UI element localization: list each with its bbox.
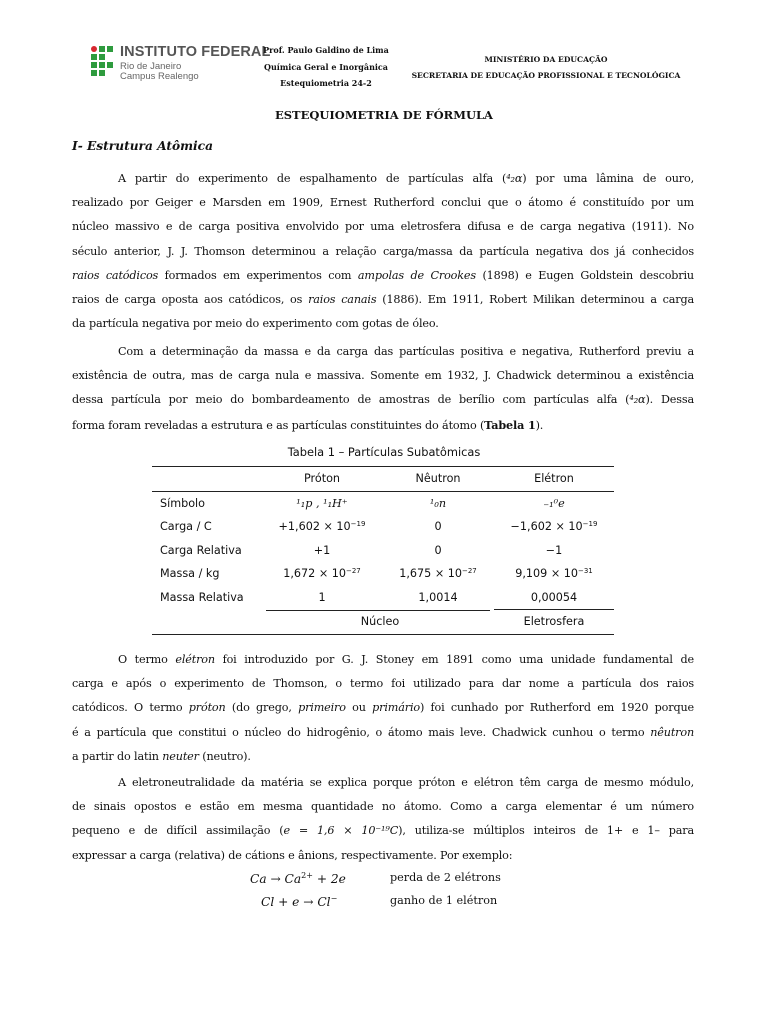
text-run: O termo (118, 653, 176, 666)
table-row (152, 539, 614, 563)
table-row (152, 562, 614, 586)
table-row (152, 515, 614, 539)
row-label: Massa Relativa (160, 591, 244, 604)
italic-term: nêutron (650, 725, 694, 739)
text-line: da partícula negativa por meio do experimento com gotas de óleo. (72, 317, 439, 331)
paragraph-terms (72, 648, 694, 769)
table-header-cell: Próton (262, 467, 382, 492)
table-footer-row (152, 610, 614, 635)
italic-term: elétron (175, 653, 215, 666)
italic-term: raios catódicos (72, 268, 159, 282)
cell-exponent: −27 (461, 567, 477, 576)
paragraph-chadwick (72, 340, 694, 438)
table-reference: Tabela 1 (484, 417, 536, 432)
table-cell: −1 (545, 543, 563, 557)
table-cell (494, 515, 614, 539)
row-label: Massa / kg (160, 567, 220, 581)
italic-term: primário (372, 701, 420, 715)
equation-note: ganho de 1 elétron (390, 894, 498, 907)
text-run: forma foram reveladas a estrutura e as partículas constituintes do átomo ( (72, 418, 485, 432)
text-line: século anterior, J. J. Thomson determinou a relação carga/massa da partícula negativa dos já conhecidos (72, 244, 694, 258)
cell-exponent: −31 (577, 567, 593, 576)
secretariat-name: SECRETARIA DE EDUCAÇÃO PROFISSIONAL E TECNOLÓGICA (411, 71, 681, 80)
ion-charge: 2+ (301, 871, 313, 880)
paragraph-rutherford (72, 167, 694, 336)
text-line: realizado por Geiger e Marsden em 1909, Ernest Rutherford conclui que o átomo é constituído por um (72, 196, 694, 210)
text-line: carga e após o experimento de Thomson, o termo foi utilizado para dar nome a partícula dos raios (72, 677, 694, 691)
text-run: (1898) e Eugen Goldstein descobriu (475, 268, 694, 282)
elementary-charge-formula: e = 1,6 × 10⁻¹⁹C (283, 824, 399, 838)
equation-calcium (250, 871, 346, 886)
logo-mark-icon (91, 46, 115, 78)
text-run: A partir do experimento de espalhamento de partículas alfa ( (118, 172, 507, 185)
logo-name: INSTITUTO FEDERAL (120, 44, 271, 60)
page-title: ESTEQUIOMETRIA DE FÓRMULA (274, 108, 493, 122)
cell-value: −1,602 × 10 (510, 520, 583, 534)
table-cell: +1 (313, 543, 331, 557)
table-cell: 0 (434, 543, 442, 557)
table-caption: Tabela 1 – Partículas Subatômicas (287, 445, 481, 459)
text-run: formados em experimentos com (158, 268, 358, 282)
course-name: Química Geral e Inorgânica (264, 61, 388, 72)
italic-term: ampolas de Crookes (357, 268, 476, 282)
text-run: ), utiliza-se múltiplos inteiros de 1+ e 1– para (398, 824, 694, 838)
table-header-cell (152, 467, 262, 492)
cell-value: 9,109 × 10 (515, 567, 578, 581)
cell-exponent: −19 (350, 520, 366, 529)
table-cell (262, 562, 382, 586)
table-row (152, 586, 614, 610)
table-header-cell: Elétron (494, 467, 614, 492)
table-cell (494, 562, 614, 586)
table-cell: ¹₁p , ¹₁H⁺ (296, 496, 348, 510)
text-run: A eletroneutralidade da matéria se explica porque próton e elétron têm carga de mesmo módulo, (118, 776, 694, 789)
logo-subtitle-campus: Campus Realengo (120, 71, 199, 82)
italic-term: próton (188, 701, 226, 715)
table-cell: ¹₀n (429, 496, 447, 510)
cell-value: 1,675 × 10 (399, 567, 462, 581)
row-label: Carga Relativa (160, 543, 242, 557)
cell-value: 1,672 × 10 (283, 567, 346, 581)
ion-charge: − (330, 894, 338, 903)
row-label: Símbolo (160, 496, 206, 510)
text-line: de sinais opostos e estão em mesma quantidade no átomo. Como a carga elementar é um número (72, 800, 694, 814)
table-cell: ₋₁⁰e (543, 496, 565, 510)
italic-term: primeiro (298, 701, 346, 715)
section-heading: I- Estrutura Atômica (72, 139, 213, 153)
cell-exponent: −27 (345, 567, 361, 576)
paragraph-electroneutrality (72, 771, 694, 868)
electrosphere-label: Eletrosfera (494, 610, 614, 635)
table-header-row (152, 467, 614, 492)
text-run: Com a determinação da massa e da carga das partículas positiva e negativa, Rutherford previu a (118, 345, 694, 358)
table-cell (382, 562, 494, 586)
italic-term: neuter (162, 749, 199, 763)
text-run: foi introduzido por G. J. Stoney em 1891 como uma unidade fundamental de (214, 653, 694, 666)
equation-lhs: Ca → Ca (250, 872, 302, 887)
alpha-symbol: ⁴₂α (629, 393, 646, 407)
text-run: ) por uma lâmina de ouro, (522, 172, 694, 185)
text-run: ) foi cunhado por Rutherford em 1920 porque (419, 701, 694, 715)
equation-lhs: Cl + e → Cl (261, 895, 331, 910)
professor-name: Prof. Paulo Galdino de Lima (263, 45, 389, 55)
text-run: (do grego, (225, 701, 299, 715)
table-row (152, 491, 614, 515)
text-run: raios de carga oposta aos catódicos, os (72, 293, 309, 307)
table-cell: 0,00054 (530, 590, 578, 604)
text-line: existência de outra, mas de carga nula e massiva. Somente em 1932, J. Chadwick determinou a existência (72, 369, 694, 383)
table-cell (262, 515, 382, 539)
text-run: ). (535, 418, 544, 432)
text-run: ). Dessa (645, 393, 694, 407)
text-line: núcleo massivo e de carga positiva envolvido por uma eletrosfera difusa e de carga negativa (1911). No (72, 220, 694, 234)
institution-logo (91, 44, 271, 90)
logo-subtitle-city: Rio de Janeiro (120, 61, 182, 72)
text-run: catódicos. O termo (72, 701, 189, 715)
table-header-cell: Nêutron (382, 467, 494, 492)
equation-note: perda de 2 elétrons (390, 871, 501, 884)
course-unit: Estequiometria 24-2 (280, 78, 372, 88)
text-run: (neutro). (198, 749, 251, 763)
row-label: Carga / C (160, 520, 212, 534)
table-cell: 1 (318, 591, 326, 604)
cell-value: +1,602 × 10 (278, 520, 351, 534)
header-ministry (396, 52, 696, 84)
text-run: pequeno e de difícil assimilação ( (72, 824, 284, 838)
equation-rhs: + 2e (312, 872, 346, 887)
header-course-info (244, 42, 408, 92)
alpha-symbol: ⁴₂α (506, 172, 523, 185)
text-run: é a partícula que constitui o núcleo do hidrogênio, o átomo mais leve. Chadwick cunhou o termo (72, 725, 651, 739)
text-run: a partir do latin (72, 749, 163, 763)
table-cell: 0 (434, 520, 442, 534)
subatomic-particles-table (152, 466, 614, 635)
equation-chlorine (261, 894, 337, 909)
text-run: ou (345, 701, 373, 715)
cell-exponent: −19 (582, 520, 598, 529)
text-run: dessa partícula por meio do bombardeamento de amostras de berílio com partículas alfa ( (72, 393, 630, 407)
text-run: (1886). Em 1911, Robert Milikan determinou a carga (376, 293, 694, 307)
ministry-name: MINISTÉRIO DA EDUCAÇÃO (484, 55, 608, 64)
nucleus-label: Núcleo (152, 610, 494, 635)
text-line: expressar a carga (relativa) de cátions e ânions, respectivamente. Por exemplo: (72, 848, 513, 862)
italic-term: raios canais (308, 293, 377, 307)
table-cell: 1,0014 (418, 591, 458, 604)
